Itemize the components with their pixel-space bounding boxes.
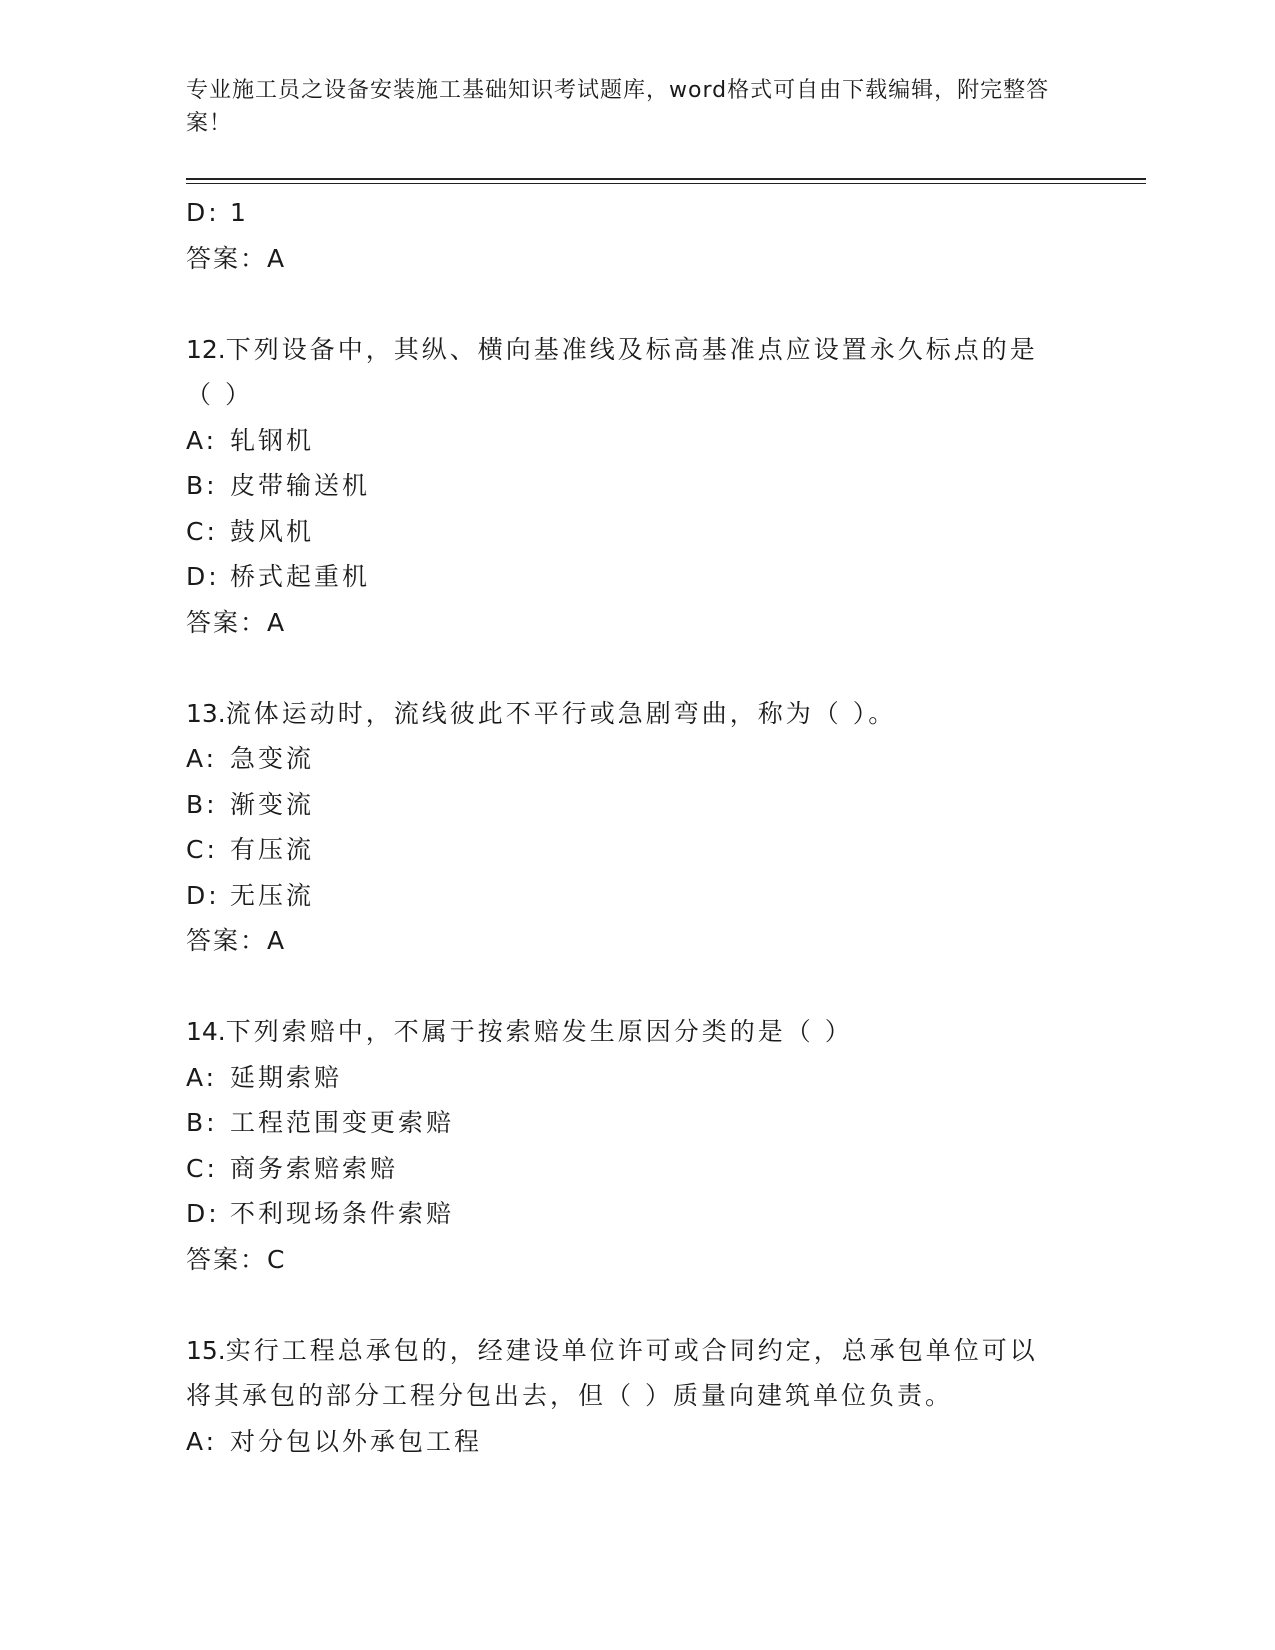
option-label: B: (186, 471, 218, 500)
page-header: 专业施工员之设备安装施工基础知识考试题库，word格式可自由下载编辑，附完整答案！ (186, 78, 1050, 136)
question-stem-line (186, 1009, 1086, 1055)
option-label: D: (186, 198, 220, 227)
option-text: 对分包以外承包工程 (230, 1426, 483, 1456)
question-text: 将其承包的部分工程分包出去，但（ ）质量向建筑单位负责。 (186, 1381, 953, 1410)
question-number: 14. (186, 1017, 226, 1046)
option-item (186, 1100, 1086, 1146)
option-label: B: (186, 789, 218, 819)
block-spacer (186, 281, 1086, 327)
option-text: 商务索赔索赔 (230, 1153, 399, 1183)
option-item (186, 509, 1086, 555)
question-stem-line (186, 1373, 1086, 1419)
option-item (186, 1419, 1086, 1465)
option-text: 急变流 (230, 744, 315, 773)
question-number: 13. (186, 698, 226, 728)
question-stem-line (186, 691, 1086, 737)
option-item (186, 782, 1086, 828)
question-tail-block (186, 190, 1086, 327)
block-spacer (186, 645, 1086, 691)
option-item (186, 554, 1086, 600)
question-text: 下列索赔中，不属于按索赔发生原因分类的是（ ） (225, 1017, 853, 1046)
option-item (186, 418, 1086, 464)
header-rule-thick (186, 178, 1146, 180)
option-label: B: (186, 1108, 218, 1137)
question-block (186, 1328, 1086, 1465)
question-text: 流体运动时，流线彼此不平行或急剧弯曲，称为（ ）。 (225, 698, 897, 728)
option-text: 渐变流 (230, 789, 315, 819)
option-label: A: (186, 425, 218, 455)
question-text: 实行工程总承包的，经建设单位许可或合同约定，总承包单位可以 (225, 1335, 1038, 1365)
question-text: （ ） (186, 380, 253, 409)
answer-line: 答案：A (186, 607, 287, 637)
block-spacer (186, 1282, 1086, 1328)
option-text: 有压流 (230, 835, 315, 864)
option-text: 轧钢机 (230, 425, 315, 455)
option-text: 鼓风机 (230, 516, 315, 546)
question-list (186, 190, 1086, 1464)
question-number: 12. (186, 334, 226, 364)
question-text: 下列设备中，其纵、横向基准线及标高基准点应设置永久标点的是 (225, 334, 1038, 364)
option-item (186, 1146, 1086, 1192)
option-label: C: (186, 835, 218, 864)
question-stem-line (186, 327, 1086, 373)
option-label: C: (186, 516, 218, 546)
question-block (186, 327, 1086, 691)
option-label: D: (186, 880, 220, 910)
option-label: D: (186, 1199, 220, 1228)
option-text: 无压流 (230, 880, 315, 910)
block-spacer (186, 964, 1086, 1010)
option-label: A: (186, 744, 218, 773)
answer-line: 答案：A (186, 243, 287, 273)
answer-line: 答案：C (186, 1244, 287, 1274)
option-item (186, 873, 1086, 919)
option-text: 延期索赔 (230, 1062, 343, 1092)
question-stem-line (186, 372, 1086, 418)
answer-line: 答案：A (186, 926, 287, 955)
option-item (186, 1191, 1086, 1237)
option-item (186, 827, 1086, 873)
header-rule-thin (186, 183, 1146, 184)
option-text: 不利现场条件索赔 (230, 1199, 455, 1228)
option-text: 1 (230, 198, 249, 227)
option-text: 皮带输送机 (230, 471, 371, 500)
option-label: D: (186, 562, 220, 591)
option-text: 工程范围变更索赔 (230, 1108, 455, 1137)
question-block (186, 691, 1086, 1010)
question-stem-line (186, 1328, 1086, 1374)
option-item (186, 463, 1086, 509)
option-item (186, 190, 1086, 236)
option-item (186, 1055, 1086, 1101)
question-block (186, 1009, 1086, 1328)
question-number: 15. (186, 1335, 226, 1365)
option-item (186, 736, 1086, 782)
option-text: 桥式起重机 (230, 562, 371, 591)
option-label: C: (186, 1153, 218, 1183)
option-label: A: (186, 1062, 218, 1092)
option-label: A: (186, 1426, 218, 1456)
